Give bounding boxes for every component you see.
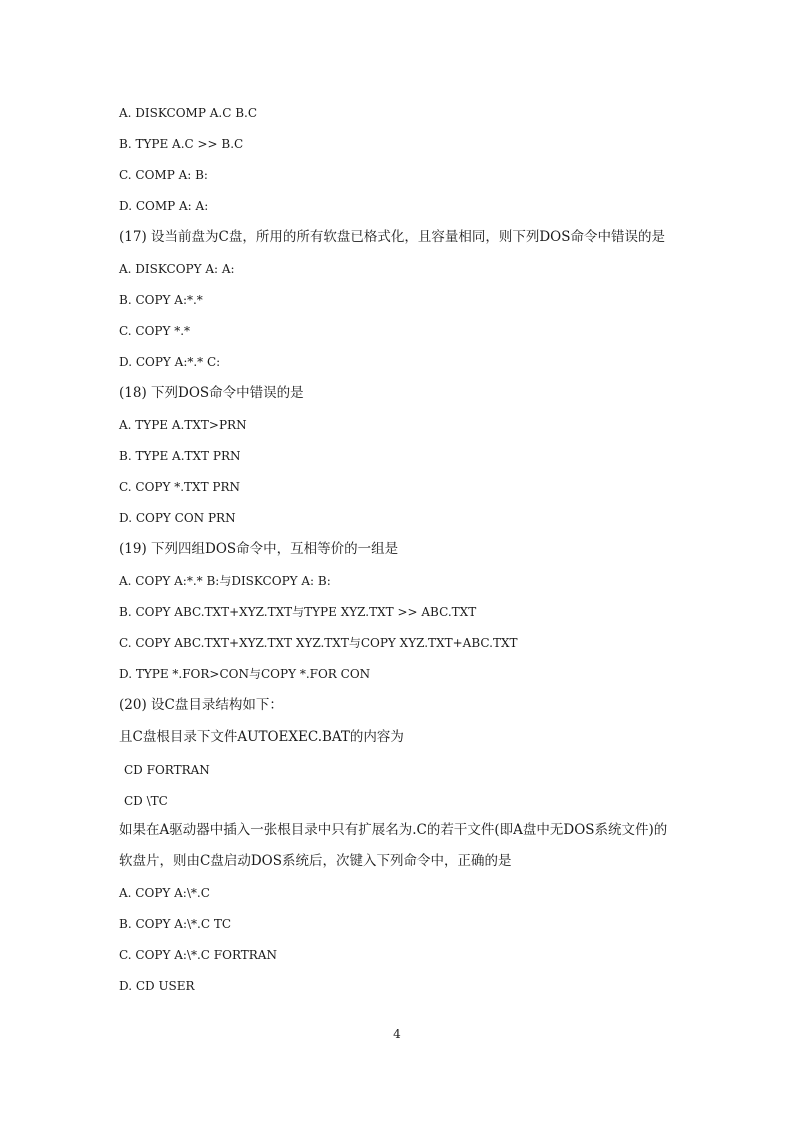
q19-option-d: D. TYPE *.FOR>CON与COPY *.FOR CON	[119, 667, 371, 681]
q18-option-b: B. TYPE A.TXT PRN	[119, 449, 241, 463]
question-19: (19) 下列四组DOS命令中，互相等价的一组是	[119, 541, 399, 557]
question-17: (17) 设当前盘为C盘，所用的所有软盘已格式化，且容量相同，则下列DOS命令中错误的是	[119, 229, 665, 245]
question-18: (18) 下列DOS命令中错误的是	[119, 385, 304, 401]
q18-option-c: C. COPY *.TXT PRN	[119, 480, 241, 494]
q17-option-d: D. COPY A:*.* C:	[119, 355, 221, 369]
q19-option-a: A. COPY A:*.* B:与DISKCOPY A: B:	[119, 574, 331, 588]
page-number: 4	[393, 1027, 401, 1041]
q20-command-cd-tc: CD \TC	[124, 794, 168, 808]
q17-option-a: A. DISKCOPY A: A:	[119, 262, 235, 276]
q20-option-c: C. COPY A:\*.C FORTRAN	[119, 948, 277, 962]
q18-option-a: A. TYPE A.TXT>PRN	[119, 418, 247, 432]
q17-option-c: C. COPY *.*	[119, 324, 191, 338]
q17-option-b: B. COPY A:*.*	[119, 293, 203, 307]
q18-option-d: D. COPY CON PRN	[119, 511, 236, 525]
option-c-comp: C. COMP A: B:	[119, 168, 208, 182]
q19-option-c: C. COPY ABC.TXT+XYZ.TXT XYZ.TXT与COPY XYZ.TXT+ABC.TXT	[119, 636, 518, 650]
q20-description-line-1: 如果在A驱动器中插入一张根目录中只有扩展名为.C的若干文件(即A盘中无DOS系统文件)的	[119, 822, 668, 838]
q20-description-line-2: 软盘片，则由C盘启动DOS系统后，次键入下列命令中，正确的是	[119, 853, 512, 869]
q20-command-cd-fortran: CD FORTRAN	[124, 763, 210, 777]
option-a-diskcomp: A. DISKCOMP A.C B.C	[119, 106, 258, 120]
q20-option-b: B. COPY A:\*.C TC	[119, 917, 232, 931]
option-d-comp: D. COMP A: A:	[119, 199, 209, 213]
q19-option-b: B. COPY ABC.TXT+XYZ.TXT与TYPE XYZ.TXT >> ABC.TXT	[119, 605, 477, 619]
q20-autoexec-text: 且C盘根目录下文件AUTOEXEC.BAT的内容为	[119, 729, 404, 745]
q20-option-d: D. CD USER	[119, 979, 195, 993]
question-20: (20) 设C盘目录结构如下：	[119, 697, 283, 713]
q20-option-a: A. COPY A:\*.C	[119, 886, 210, 900]
option-b-type: B. TYPE A.C >> B.C	[119, 137, 244, 151]
